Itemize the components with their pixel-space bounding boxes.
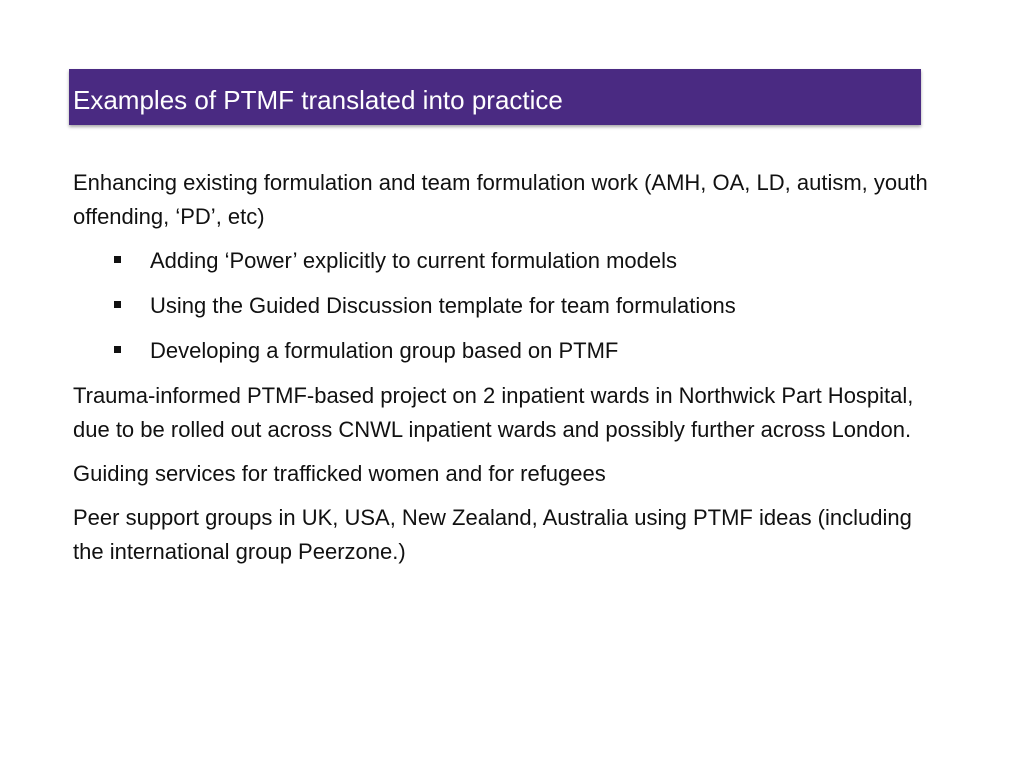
paragraph-guiding-services: Guiding services for trafficked women and for refugees xyxy=(73,461,606,486)
bullet-text: Developing a formulation group based on PTMF xyxy=(150,338,619,363)
title-bar xyxy=(69,69,921,125)
slide-body xyxy=(73,166,943,579)
square-bullet-icon xyxy=(114,256,121,263)
bullet-item xyxy=(73,244,943,278)
square-bullet-icon xyxy=(114,346,121,353)
slide-title: Examples of PTMF translated into practice xyxy=(73,85,563,115)
paragraph-peer-support: Peer support groups in UK, USA, New Zealand, Australia using PTMF ideas (including the international group Peerzone.) xyxy=(73,505,912,564)
bullet-text: Adding ‘Power’ explicitly to current formulation models xyxy=(150,248,678,273)
paragraph-trauma-project: Trauma-informed PTMF-based project on 2 inpatient wards in Northwick Part Hospital, due to be rolled out across CNWL inpatient wards and possibly further across London. xyxy=(73,383,914,442)
intro-paragraph: Enhancing existing formulation and team formulation work (AMH, OA, LD, autism, youth offending, ‘PD’, etc) xyxy=(73,170,928,229)
bullet-item xyxy=(73,289,943,323)
square-bullet-icon xyxy=(114,301,121,308)
bullet-text: Using the Guided Discussion template for team formulations xyxy=(150,293,736,318)
bullet-list xyxy=(73,244,943,368)
bullet-item xyxy=(73,334,943,368)
